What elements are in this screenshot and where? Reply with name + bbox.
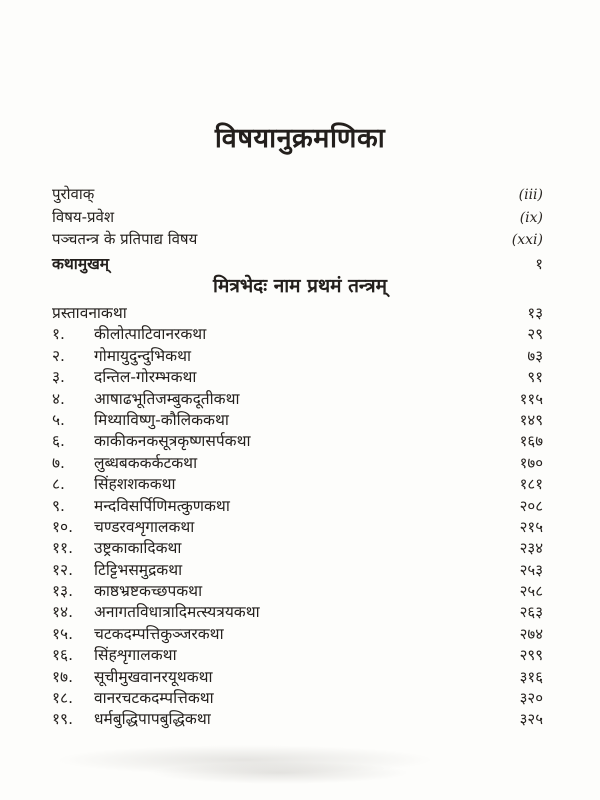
toc-entry-page-number: २०८ (519, 496, 543, 515)
toc-entry-page-number: १३ (527, 304, 543, 322)
toc-entry-label: चण्डरवशृगालकथा (94, 517, 195, 536)
scan-smudge (55, 745, 435, 775)
front-matter-label: विषय-प्रवेश (52, 207, 115, 226)
toc-entry-label: कीलोत्पाटिवानरकथा (94, 325, 207, 344)
toc-entry-number: १९. (52, 710, 74, 729)
front-matter-row-kathamukham (52, 252, 543, 275)
toc-entry-page-number: १७० (519, 453, 543, 472)
toc-entry-label: काष्ठभ्रष्टकच्छपकथा (94, 582, 203, 601)
toc-entry-number: ९. (52, 496, 65, 515)
toc-entry-label: गोमायुदुन्दुभिकथा (94, 346, 191, 365)
toc-row (52, 429, 543, 450)
toc-entry-page-number: ७३ (527, 346, 543, 365)
toc-entry-number: २. (52, 346, 65, 365)
front-matter-page-number: (ix) (519, 209, 543, 226)
toc-row (52, 472, 543, 493)
toc-entry-label: अनागतविधात्रादिमत्स्यत्रयकथा (94, 603, 260, 622)
toc-entry-label: सिंहशशककथा (94, 475, 176, 494)
toc-entry-page-number: १४९ (519, 410, 543, 429)
section-heading: मित्रभेदः नाम प्रथमं तन्त्रम् (213, 275, 387, 297)
toc-entry-page-number: २१५ (519, 517, 543, 536)
front-matter-page-number: (iii) (518, 187, 543, 203)
toc-row-prastavana (52, 301, 543, 322)
toc-row (52, 579, 543, 600)
toc-row (52, 622, 543, 643)
toc-row (52, 558, 543, 579)
toc-entry-number: १०. (52, 517, 74, 536)
toc-entry-label: काकीकनकसूत्रकृष्णसर्पकथा (94, 432, 251, 451)
front-matter-row (52, 207, 543, 230)
toc-entry-label: दन्तिल-गोरम्भकथा (94, 368, 197, 387)
toc-row (52, 686, 543, 707)
toc-row (52, 707, 543, 728)
toc-entry-number: १५. (52, 624, 74, 643)
toc-entry-page-number: २६३ (519, 603, 543, 622)
toc-entry-number: ५. (52, 410, 65, 429)
toc-entry-number: ७. (52, 453, 65, 472)
toc-entry-page-number: २५८ (519, 582, 543, 601)
toc-entry-number: १७. (52, 667, 74, 686)
toc-entry-number: ३. (52, 368, 65, 387)
toc-entry-label: आषाढभूतिजम्बुकदूतीकथा (94, 389, 240, 408)
toc-entry-number: ११. (52, 539, 74, 558)
toc-entry-page-number: २९ (527, 325, 543, 344)
toc-row (52, 322, 543, 343)
toc-entry-page-number: २७४ (519, 624, 543, 643)
toc-entry-page-number: १८१ (519, 475, 543, 494)
toc-entry-number: ८. (52, 475, 65, 494)
front-matter-label: पुरोवाक् (52, 185, 95, 203)
scan-smudge (150, 762, 410, 784)
toc-row (52, 600, 543, 621)
toc-entry-number: १८. (52, 689, 74, 708)
front-matter-label: कथामुखम् (52, 254, 110, 273)
toc-entry-number: १४. (52, 603, 74, 622)
toc-entry-page-number: ११५ (519, 389, 543, 408)
front-matter-row (52, 229, 543, 252)
toc-entry-label: चटकदम्पत्तिकुञ्जरकथा (94, 624, 224, 643)
toc-row (52, 365, 543, 386)
toc-entry-label: मन्दविसर्पिणिमत्कुणकथा (94, 496, 230, 515)
toc-row (52, 536, 543, 557)
toc-entry-label: वानरचटकदम्पत्तिकथा (94, 689, 214, 708)
toc-entry-label: सिंहशृगालकथा (94, 646, 177, 665)
toc-entry-number: ४. (52, 389, 65, 408)
front-matter-label: पञ्चतन्त्र के प्रतिपाद्य विषय (52, 230, 198, 248)
toc-entry-page-number: १६७ (519, 432, 543, 451)
front-matter-page-number: (xxi) (511, 232, 543, 248)
toc-row (52, 344, 543, 365)
toc-entry-page-number: २५३ (519, 560, 543, 579)
toc-entry-label: लुब्धबककर्कटकथा (94, 453, 198, 472)
toc-entry-label: प्रस्तावनाकथा (52, 304, 127, 322)
toc-entry-page-number: २३४ (519, 539, 543, 558)
toc-entry-number: ६. (52, 432, 65, 451)
toc-entry-page-number: ९१ (527, 368, 543, 387)
toc-entry-number: १. (52, 325, 65, 344)
toc-row (52, 451, 543, 472)
toc-row (52, 643, 543, 664)
toc-row (52, 408, 543, 429)
toc-entry-number: १६. (52, 646, 74, 665)
toc-entry-page-number: २९९ (519, 646, 543, 665)
toc-entry-number: १२. (52, 560, 74, 579)
toc-entry-number: १३. (52, 582, 74, 601)
front-matter-list (52, 184, 543, 274)
toc-entry-label: उष्ट्रकाकादिकथा (94, 539, 182, 558)
front-matter-row (52, 184, 543, 207)
page-title: विषयानुक्रमणिका (214, 123, 386, 154)
toc-row (52, 494, 543, 515)
toc-row (52, 387, 543, 408)
toc-entry-label: धर्मबुद्धिपापबुद्धिकथा (94, 710, 211, 729)
front-matter-page-number: १ (535, 254, 543, 273)
toc-list (52, 301, 543, 729)
toc-entry-page-number: ३२५ (519, 710, 543, 729)
toc-entry-label: टिट्टिभसमुद्रकथा (94, 560, 183, 579)
toc-entry-label: मिथ्याविष्णु-कौलिककथा (94, 410, 229, 429)
toc-row (52, 665, 543, 686)
toc-row (52, 515, 543, 536)
toc-entry-page-number: ३२० (519, 689, 543, 708)
toc-entry-label: सूचीमुखवानरयूथकथा (94, 667, 213, 686)
toc-entry-page-number: ३१६ (519, 667, 543, 686)
